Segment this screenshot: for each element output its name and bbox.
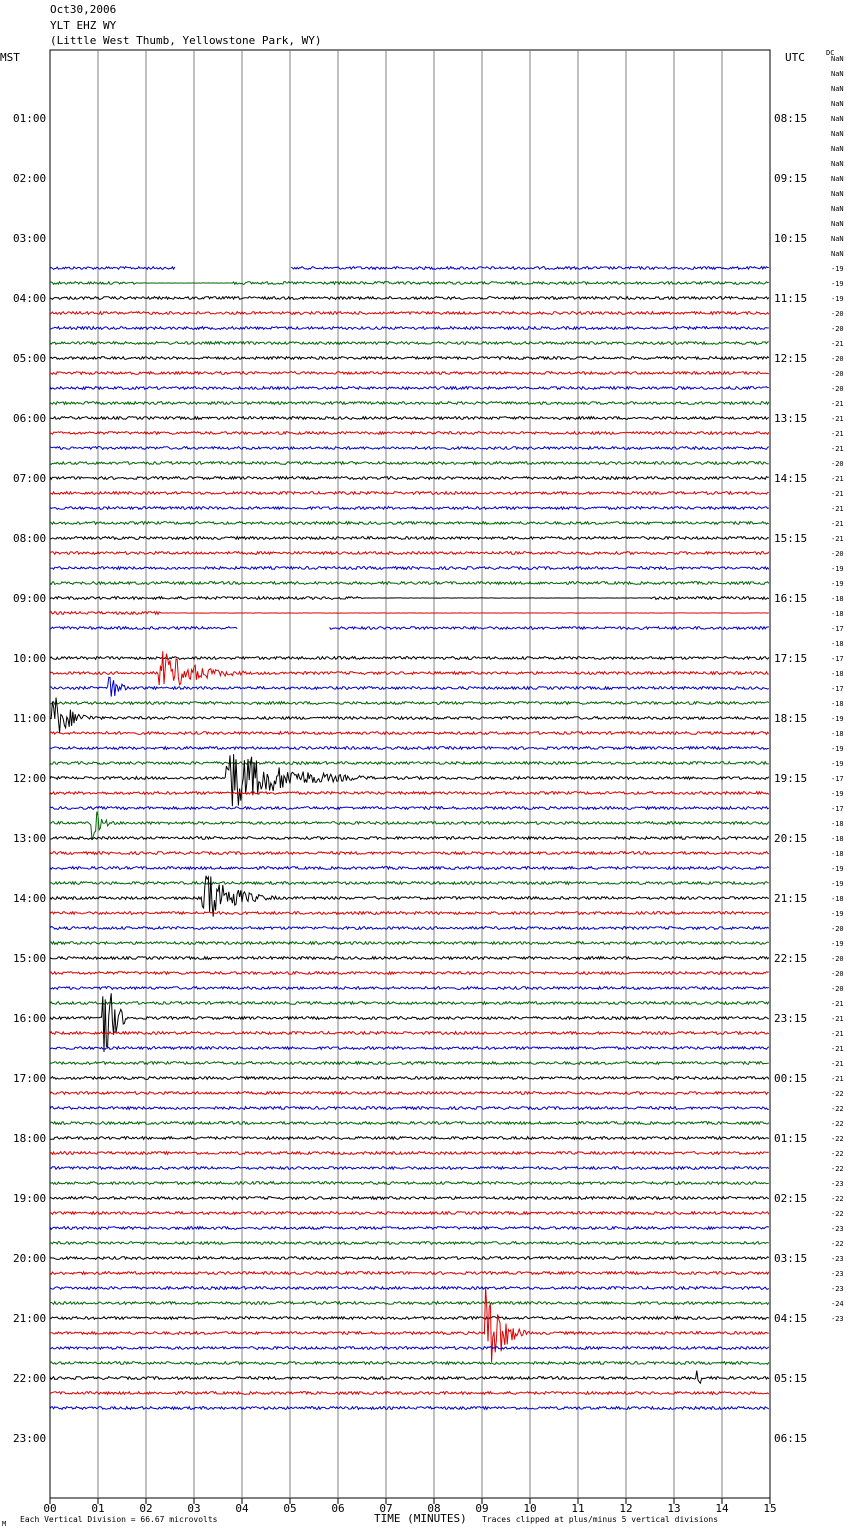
clipping-note: Traces clipped at plus/minus 5 vertical divisions <box>482 1515 719 1524</box>
trace-row-72 <box>50 1137 769 1140</box>
dc-offset-label: -19 <box>831 565 844 573</box>
dc-offset-label: -20 <box>831 925 844 933</box>
dc-offset-label: NaN <box>831 55 844 63</box>
dc-offset-label: -21 <box>831 505 844 513</box>
trace-row-70 <box>50 1107 769 1110</box>
trace-row-69 <box>50 1092 769 1095</box>
trace-row-17 <box>50 312 769 315</box>
x-tick-label: 02 <box>139 1502 153 1515</box>
dc-offset-label: -19 <box>831 790 844 798</box>
trace-row-27 <box>50 462 769 465</box>
dc-offset-label: -20 <box>831 955 844 963</box>
dc-offset-label: -22 <box>831 1210 844 1218</box>
trace-row-35 <box>50 582 769 585</box>
dc-offset-label: -20 <box>831 460 844 468</box>
dc-offset-label: -19 <box>831 265 844 273</box>
mst-hour-label: 18:00 <box>13 1132 47 1145</box>
dc-offset-label: -22 <box>831 1240 844 1248</box>
x-tick-label: 07 <box>379 1502 393 1515</box>
dc-offset-label: -21 <box>831 475 844 483</box>
trace-row-66 <box>50 1047 769 1050</box>
trace-row-22 <box>50 387 769 390</box>
mst-axis-title: MST <box>0 51 20 64</box>
trace-row-57 <box>50 912 769 915</box>
trace-row-73 <box>50 1152 769 1155</box>
dc-offset-label: -23 <box>831 1225 844 1233</box>
dc-offset-label: -17 <box>831 775 844 783</box>
dc-offset-label: -19 <box>831 910 844 918</box>
dc-offset-label: -22 <box>831 1120 844 1128</box>
utc-hour-label: 06:15 <box>774 1432 808 1445</box>
dc-offset-label: -18 <box>831 730 844 738</box>
dc-offset-label: NaN <box>831 205 844 213</box>
trace-row-37 <box>50 612 769 615</box>
utc-axis-title: UTC <box>785 51 805 64</box>
x-tick-label: 06 <box>331 1502 345 1515</box>
dc-offset-label: -19 <box>831 865 844 873</box>
trace-row-47 <box>50 762 769 765</box>
station-location: (Little West Thumb, Yellowstone Park, WY) <box>50 34 322 47</box>
mst-hour-label: 19:00 <box>13 1192 47 1205</box>
mst-hour-label: 16:00 <box>13 1012 47 1025</box>
trace-row-84 <box>50 1317 769 1320</box>
dc-offset-label: -20 <box>831 310 844 318</box>
trace-row-20 <box>50 357 769 360</box>
dc-offset-label: -21 <box>831 1060 844 1068</box>
mst-hour-label: 13:00 <box>13 832 47 845</box>
dc-offset-label: NaN <box>831 70 844 78</box>
trace-row-28 <box>50 477 769 480</box>
trace-row-15 <box>50 282 769 285</box>
dc-offset-label: NaN <box>831 250 844 258</box>
mst-hour-label: 21:00 <box>13 1312 47 1325</box>
dc-offset-label: -22 <box>831 1090 844 1098</box>
trace-row-30 <box>50 507 769 510</box>
mst-hour-label: 08:00 <box>13 532 47 545</box>
trace-row-60 <box>50 957 769 960</box>
trace-row-19 <box>50 342 769 345</box>
dc-offset-label: -19 <box>831 715 844 723</box>
trace-row-71 <box>50 1122 769 1125</box>
trace-row-76 <box>50 1197 769 1200</box>
dc-axis-title: DC <box>826 49 835 57</box>
trace-row-29 <box>50 492 769 495</box>
corner-mark: M <box>2 1520 7 1528</box>
dc-offset-label: -23 <box>831 1285 844 1293</box>
dc-offset-label: -22 <box>831 1195 844 1203</box>
trace-row-26 <box>50 447 769 450</box>
trace-row-62 <box>50 987 769 990</box>
plot-frame <box>50 50 770 1498</box>
utc-hour-label: 13:15 <box>774 412 808 425</box>
trace-row-87 <box>50 1362 769 1365</box>
utc-hour-label: 19:15 <box>774 772 808 785</box>
mst-hour-label: 05:00 <box>13 352 47 365</box>
dc-offset-label: -21 <box>831 415 844 423</box>
x-tick-label: 03 <box>187 1502 201 1515</box>
utc-hour-label: 21:15 <box>774 892 808 905</box>
dc-offset-label: NaN <box>831 235 844 243</box>
x-tick-label: 08 <box>427 1502 441 1515</box>
utc-hour-label: 03:15 <box>774 1252 808 1265</box>
x-tick-label: 05 <box>283 1502 297 1515</box>
dc-offset-label: -20 <box>831 385 844 393</box>
dc-offset-label: -19 <box>831 280 844 288</box>
trace-row-21 <box>50 372 769 375</box>
trace-row-24 <box>50 417 769 420</box>
trace-row-75 <box>50 1182 769 1185</box>
mst-hour-label: 10:00 <box>13 652 47 665</box>
dc-offset-label: -21 <box>831 1045 844 1053</box>
dc-offset-label: NaN <box>831 115 844 123</box>
utc-hour-label: 04:15 <box>774 1312 808 1325</box>
trace-row-83 <box>50 1302 769 1305</box>
dc-offset-label: -19 <box>831 760 844 768</box>
dc-offset-label: NaN <box>831 175 844 183</box>
dc-offset-label: -21 <box>831 490 844 498</box>
dc-offset-label: -18 <box>831 670 844 678</box>
trace-row-63 <box>50 1002 769 1005</box>
mst-hour-label: 20:00 <box>13 1252 47 1265</box>
dc-offset-label: -18 <box>831 700 844 708</box>
dc-offset-label: -19 <box>831 940 844 948</box>
trace-row-31 <box>50 522 769 525</box>
dc-offset-label: -18 <box>831 610 844 618</box>
trace-row-45 <box>50 732 769 735</box>
dc-offset-label: -22 <box>831 1105 844 1113</box>
utc-hour-label: 14:15 <box>774 472 808 485</box>
trace-row-64 <box>50 993 769 1052</box>
trace-row-25 <box>50 432 769 435</box>
dc-offset-label: -18 <box>831 640 844 648</box>
utc-hour-label: 23:15 <box>774 1012 808 1025</box>
trace-row-42 <box>50 677 769 696</box>
mst-hour-label: 12:00 <box>13 772 47 785</box>
trace-row-50 <box>50 807 769 810</box>
trace-row-80 <box>50 1257 769 1260</box>
dc-offset-label: -19 <box>831 880 844 888</box>
dc-offset-label: -20 <box>831 325 844 333</box>
trace-row-78 <box>50 1227 769 1230</box>
utc-hour-label: 10:15 <box>774 232 808 245</box>
mst-hour-label: 04:00 <box>13 292 47 305</box>
mst-hour-label: 22:00 <box>13 1372 47 1385</box>
dc-offset-label: NaN <box>831 100 844 108</box>
dc-offset-label: NaN <box>831 85 844 93</box>
dc-offset-label: -17 <box>831 625 844 633</box>
dc-offset-label: -21 <box>831 520 844 528</box>
utc-hour-label: 18:15 <box>774 712 808 725</box>
trace-row-54 <box>50 867 769 870</box>
trace-row-81 <box>50 1272 769 1275</box>
utc-hour-label: 15:15 <box>774 532 808 545</box>
trace-row-33 <box>50 552 769 555</box>
utc-hour-label: 05:15 <box>774 1372 808 1385</box>
dc-offset-label: -18 <box>831 850 844 858</box>
utc-hour-label: 16:15 <box>774 592 808 605</box>
minute-gridlines <box>50 50 770 1498</box>
x-tick-label: 12 <box>619 1502 633 1515</box>
dc-offset-label: -22 <box>831 1150 844 1158</box>
dc-offset-label: -20 <box>831 370 844 378</box>
dc-offset-label: -18 <box>831 835 844 843</box>
mst-hour-label: 15:00 <box>13 952 47 965</box>
dc-offset-label: NaN <box>831 160 844 168</box>
dc-offset-label: -18 <box>831 820 844 828</box>
trace-row-38 <box>50 627 769 630</box>
trace-row-34 <box>50 567 769 570</box>
dc-offset-label: -18 <box>831 595 844 603</box>
dc-offset-label: NaN <box>831 220 844 228</box>
dc-offset-label: -21 <box>831 1000 844 1008</box>
station-code: YLT EHZ WY <box>50 19 117 32</box>
dc-offset-label: -20 <box>831 355 844 363</box>
trace-row-46 <box>50 747 769 750</box>
dc-offset-label: -22 <box>831 1165 844 1173</box>
dc-offset-label: NaN <box>831 145 844 153</box>
dc-offset-label: -21 <box>831 400 844 408</box>
trace-row-85 <box>50 1288 769 1363</box>
plot-date: Oct30,2006 <box>50 3 117 16</box>
trace-row-86 <box>50 1347 769 1350</box>
x-tick-label: 10 <box>523 1502 537 1515</box>
dc-offset-label: -23 <box>831 1270 844 1278</box>
dc-offset-label: -23 <box>831 1315 844 1323</box>
dc-offset-label: -21 <box>831 1075 844 1083</box>
mst-hour-label: 23:00 <box>13 1432 47 1445</box>
utc-hour-label: 00:15 <box>774 1072 808 1085</box>
trace-row-52 <box>50 837 769 840</box>
trace-row-67 <box>50 1062 769 1065</box>
dc-offset-label: -19 <box>831 295 844 303</box>
x-tick-label: 15 <box>763 1502 777 1515</box>
trace-row-32 <box>50 537 769 540</box>
vertical-division-note: Each Vertical Division = 66.67 microvolts <box>20 1515 218 1524</box>
utc-hour-label: 20:15 <box>774 832 808 845</box>
mst-hour-label: 07:00 <box>13 472 47 485</box>
trace-row-36 <box>50 597 769 600</box>
dc-offset-label: -17 <box>831 805 844 813</box>
utc-hour-label: 02:15 <box>774 1192 808 1205</box>
utc-hour-label: 12:15 <box>774 352 808 365</box>
trace-row-14 <box>50 267 769 270</box>
mst-hour-label: 06:00 <box>13 412 47 425</box>
utc-hour-label: 01:15 <box>774 1132 808 1145</box>
x-tick-label: 01 <box>91 1502 105 1515</box>
mst-hour-label: 17:00 <box>13 1072 47 1085</box>
trace-row-49 <box>50 792 769 795</box>
dc-offset-label: -21 <box>831 1030 844 1038</box>
trace-row-88 <box>50 1371 769 1384</box>
dc-offset-label: -18 <box>831 895 844 903</box>
dc-offset-label: -21 <box>831 445 844 453</box>
dc-offset-label: -20 <box>831 550 844 558</box>
dc-offset-label: -19 <box>831 745 844 753</box>
mst-hour-label: 01:00 <box>13 112 47 125</box>
trace-row-79 <box>50 1242 769 1245</box>
trace-row-74 <box>50 1167 769 1170</box>
mst-hour-label: 11:00 <box>13 712 47 725</box>
dc-offset-label: -21 <box>831 340 844 348</box>
trace-row-61 <box>50 972 769 975</box>
dc-offset-label: -23 <box>831 1255 844 1263</box>
dc-offset-label: NaN <box>831 130 844 138</box>
mst-hour-label: 09:00 <box>13 592 47 605</box>
dc-offset-label: -21 <box>831 430 844 438</box>
trace-row-68 <box>50 1077 769 1080</box>
trace-row-43 <box>50 702 769 705</box>
x-tick-label: 09 <box>475 1502 489 1515</box>
dc-offset-label: -17 <box>831 655 844 663</box>
dc-offset-label: -24 <box>831 1300 844 1308</box>
utc-hour-label: 22:15 <box>774 952 808 965</box>
dc-offset-label: NaN <box>831 190 844 198</box>
dc-offset-label: -20 <box>831 970 844 978</box>
utc-hour-label: 17:15 <box>774 652 808 665</box>
trace-row-82 <box>50 1287 769 1290</box>
trace-row-18 <box>50 327 769 330</box>
utc-hour-label: 11:15 <box>774 292 808 305</box>
mst-hour-label: 02:00 <box>13 172 47 185</box>
x-tick-label: 00 <box>43 1502 57 1515</box>
trace-row-23 <box>50 402 769 405</box>
utc-hour-label: 08:15 <box>774 112 808 125</box>
trace-row-59 <box>50 942 769 945</box>
trace-row-55 <box>50 882 769 885</box>
trace-row-53 <box>50 852 769 855</box>
x-axis-title: TIME (MINUTES) <box>374 1512 467 1525</box>
dc-offset-label: -21 <box>831 1015 844 1023</box>
mst-hour-label: 14:00 <box>13 892 47 905</box>
dc-offset-label: -23 <box>831 1180 844 1188</box>
trace-row-77 <box>50 1212 769 1215</box>
dc-offset-label: -21 <box>831 535 844 543</box>
axes-labels <box>0 49 844 1528</box>
x-tick-label: 04 <box>235 1502 249 1515</box>
dc-offset-label: -22 <box>831 1135 844 1143</box>
trace-row-41 <box>50 651 769 685</box>
dc-offset-label: -20 <box>831 985 844 993</box>
utc-hour-label: 09:15 <box>774 172 808 185</box>
mst-hour-label: 03:00 <box>13 232 47 245</box>
trace-row-51 <box>50 812 769 840</box>
x-tick-label: 14 <box>715 1502 729 1515</box>
trace-row-90 <box>50 1407 769 1410</box>
dc-offset-label: -19 <box>831 580 844 588</box>
trace-row-16 <box>50 297 769 300</box>
trace-row-40 <box>50 657 769 660</box>
trace-row-89 <box>50 1392 769 1395</box>
x-tick-label: 13 <box>667 1502 681 1515</box>
seismic-traces <box>50 267 769 1410</box>
dc-offset-label: -17 <box>831 685 844 693</box>
x-tick-label: 11 <box>571 1502 585 1515</box>
trace-row-58 <box>50 927 769 930</box>
trace-row-65 <box>50 1032 769 1035</box>
